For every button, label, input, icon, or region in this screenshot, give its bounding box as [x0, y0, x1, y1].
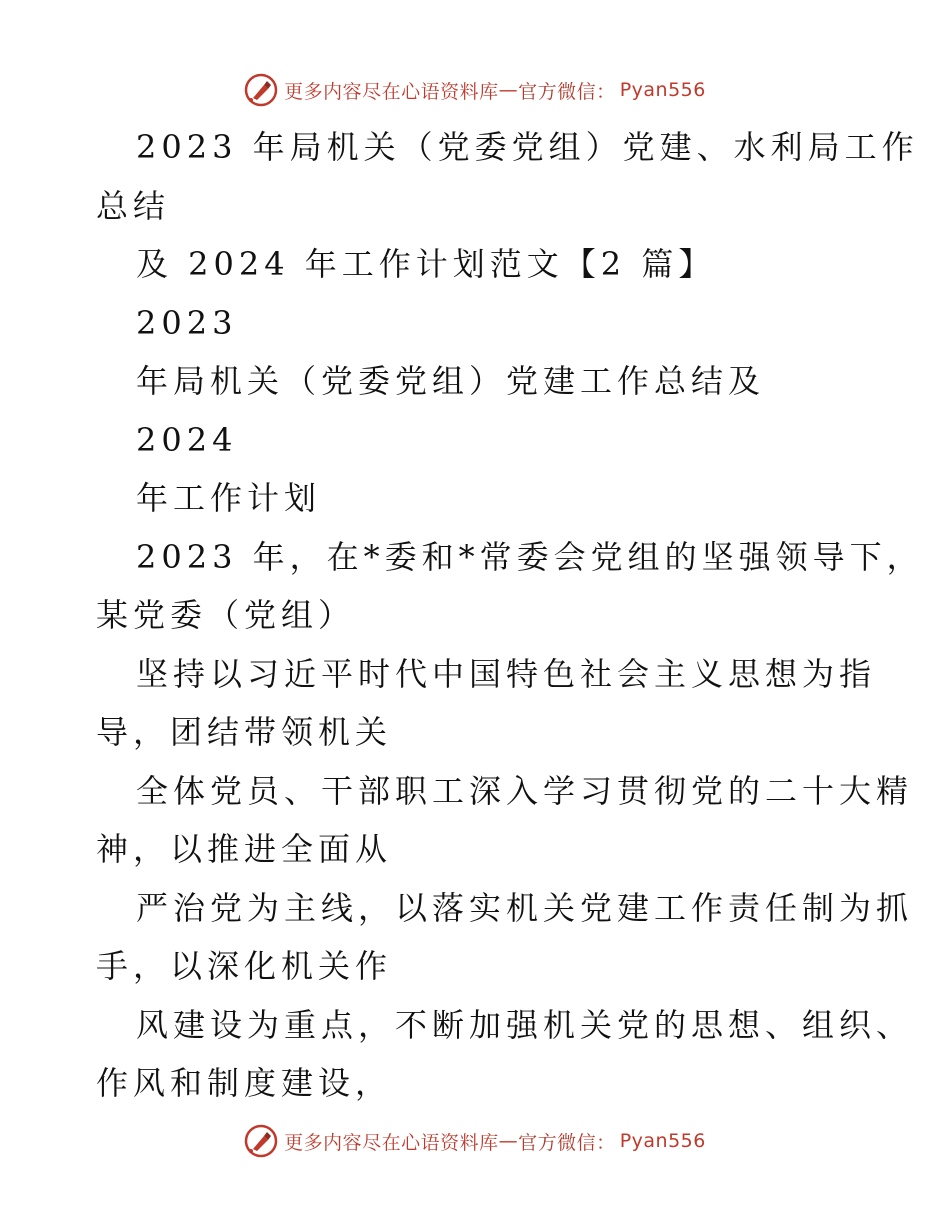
text-line: 年局机关（党委党组）党建工作总结及: [136, 362, 766, 400]
banner-wechat-id: Pyan556: [619, 1130, 706, 1152]
banner-wechat-id: Pyan556: [619, 79, 706, 101]
banner-text-dash: —: [498, 1130, 519, 1152]
text-line: 2024: [136, 420, 238, 459]
footer-watermark-banner: [0, 1121, 950, 1161]
text-line: 2023: [136, 303, 238, 342]
text-line: 年工作计划: [136, 479, 322, 517]
pen-nib-icon: [244, 1124, 278, 1158]
text-line: 风建设为重点，不断加强机关党的思想、组织、: [136, 1005, 914, 1044]
text-line: 严治党为主线，以落实机关党建工作责任制为抓: [136, 888, 914, 927]
header-watermark-banner: [0, 70, 950, 110]
text-line: 作风和制度建设，: [96, 1064, 393, 1102]
text-line: 某党委（党组）: [96, 596, 356, 634]
text-line: 导，团结带领机关: [96, 713, 393, 751]
text-line: 总结: [96, 186, 171, 225]
text-line: 全体党员、干部职工深入学习贯彻党的二十大精: [136, 771, 914, 810]
pen-nib-icon: [244, 73, 278, 107]
banner-text-main: 更多内容尽在心语资料库: [284, 80, 499, 103]
text-line: 2023 年局机关（党委党组）党建、水利局工作: [136, 128, 919, 166]
text-line: 手，以深化机关作: [96, 947, 393, 985]
banner-text-side: 官方微信：: [518, 1131, 616, 1154]
text-line: 神，以推进全面从: [96, 830, 393, 868]
banner-text-dash: —: [498, 79, 519, 101]
text-line: 及 2024 年工作计划范文【2 篇】: [136, 245, 716, 283]
document-body: [96, 118, 924, 1113]
banner-text-main: 更多内容尽在心语资料库: [284, 1131, 499, 1154]
banner-text-side: 官方微信：: [518, 80, 616, 103]
text-line: 2023 年，在*委和*常委会党组的坚强领导下，: [136, 537, 924, 576]
text-line: 坚持以习近平时代中国特色社会主义思想为指: [136, 654, 877, 693]
